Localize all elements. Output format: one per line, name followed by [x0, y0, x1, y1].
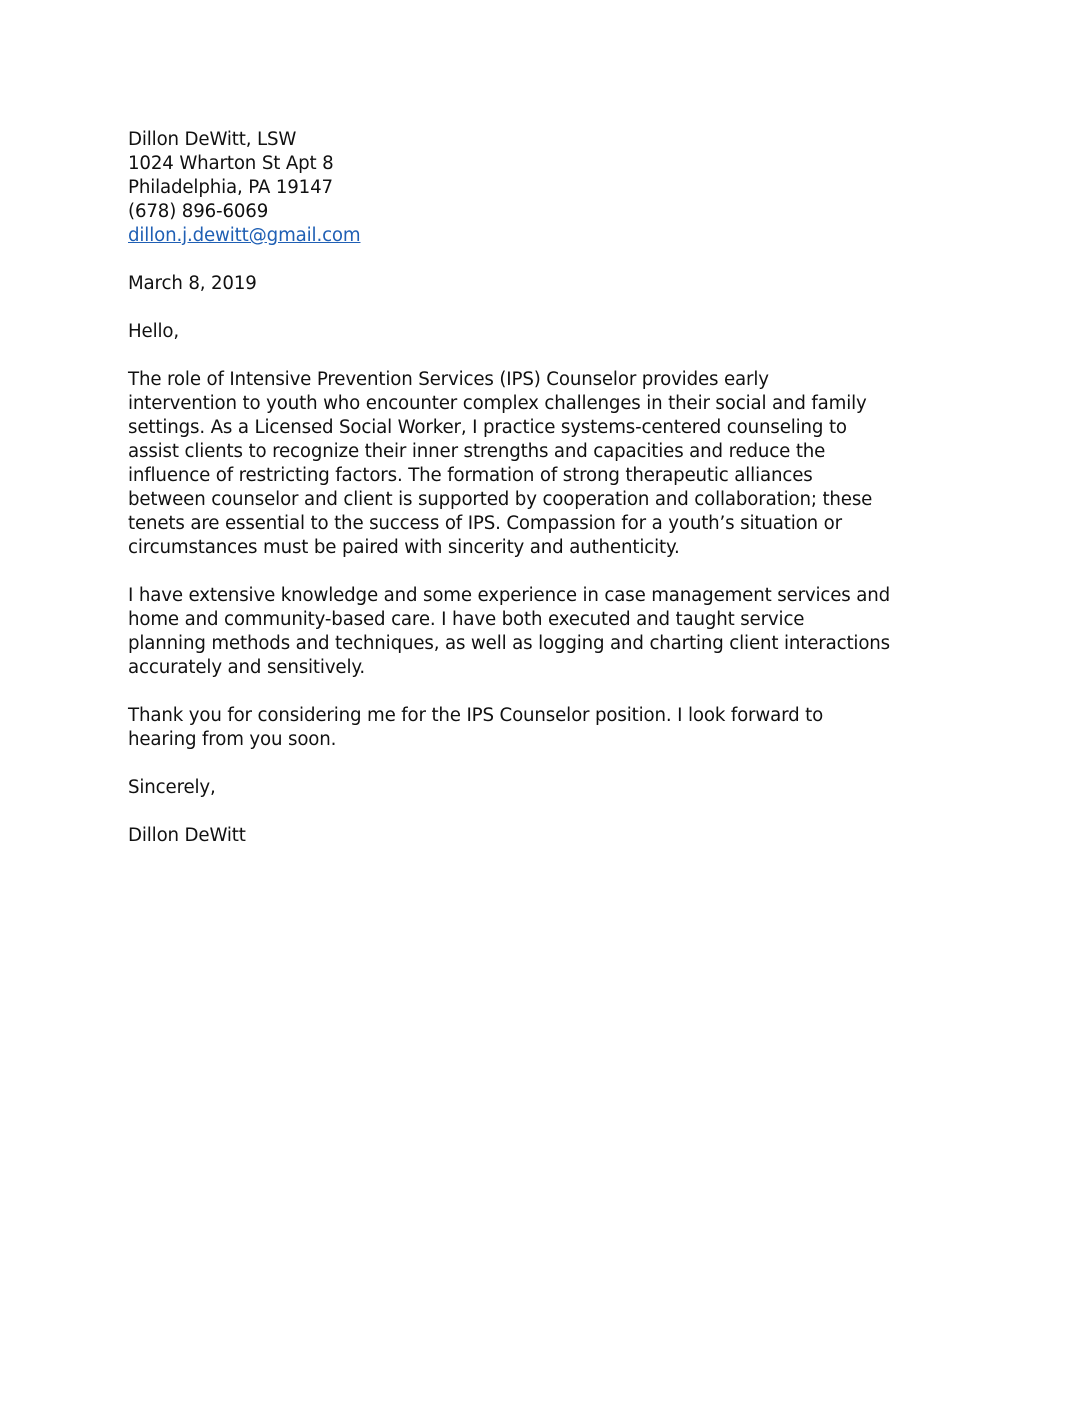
sender-address-line2: Philadelphia, PA 19147: [128, 177, 333, 198]
sender-name: Dillon DeWitt, LSW: [128, 129, 297, 150]
body-paragraph-3: [128, 704, 978, 752]
paragraph-line: hearing from you soon.: [128, 729, 337, 750]
paragraph-line: intervention to youth who encounter complex challenges in their social and family: [128, 393, 867, 414]
spacer: [128, 752, 978, 776]
paragraph-line: settings. As a Licensed Social Worker, I practice systems-centered counseling to: [128, 417, 847, 438]
letter-date: March 8, 2019: [128, 273, 257, 294]
spacer: [128, 296, 978, 320]
paragraph-line: Thank you for considering me for the IPS Counselor position. I look forward to: [128, 705, 824, 726]
paragraph-line: circumstances must be paired with sincerity and authenticity.: [128, 537, 680, 558]
spacer: [128, 560, 978, 584]
sender-block: [128, 128, 978, 248]
signature: Dillon DeWitt: [128, 825, 246, 846]
sender-address-line1: 1024 Wharton St Apt 8: [128, 153, 334, 174]
salutation: Hello,: [128, 321, 179, 342]
paragraph-line: planning methods and techniques, as well as logging and charting client interactions: [128, 633, 891, 654]
spacer: [128, 248, 978, 272]
paragraph-line: I have extensive knowledge and some experience in case management services and: [128, 585, 891, 606]
paragraph-line: assist clients to recognize their inner strengths and capacities and reduce the: [128, 441, 826, 462]
paragraph-line: home and community-based care. I have both executed and taught service: [128, 609, 805, 630]
body-paragraph-2: [128, 584, 978, 680]
paragraph-line: tenets are essential to the success of IPS. Compassion for a youth’s situation or: [128, 513, 842, 534]
sender-email-link[interactable]: dillon.j.dewitt@gmail.com: [128, 225, 361, 246]
letter-page: [128, 128, 978, 848]
spacer: [128, 680, 978, 704]
paragraph-line: accurately and sensitively.: [128, 657, 366, 678]
paragraph-line: The role of Intensive Prevention Services (IPS) Counselor provides early: [128, 369, 769, 390]
paragraph-line: influence of restricting factors. The formation of strong therapeutic alliances: [128, 465, 813, 486]
sender-phone: (678) 896-6069: [128, 201, 269, 222]
spacer: [128, 800, 978, 824]
closing: Sincerely,: [128, 777, 216, 798]
spacer: [128, 344, 978, 368]
paragraph-line: between counselor and client is supported by cooperation and collaboration; these: [128, 489, 873, 510]
body-paragraph-1: [128, 368, 978, 560]
